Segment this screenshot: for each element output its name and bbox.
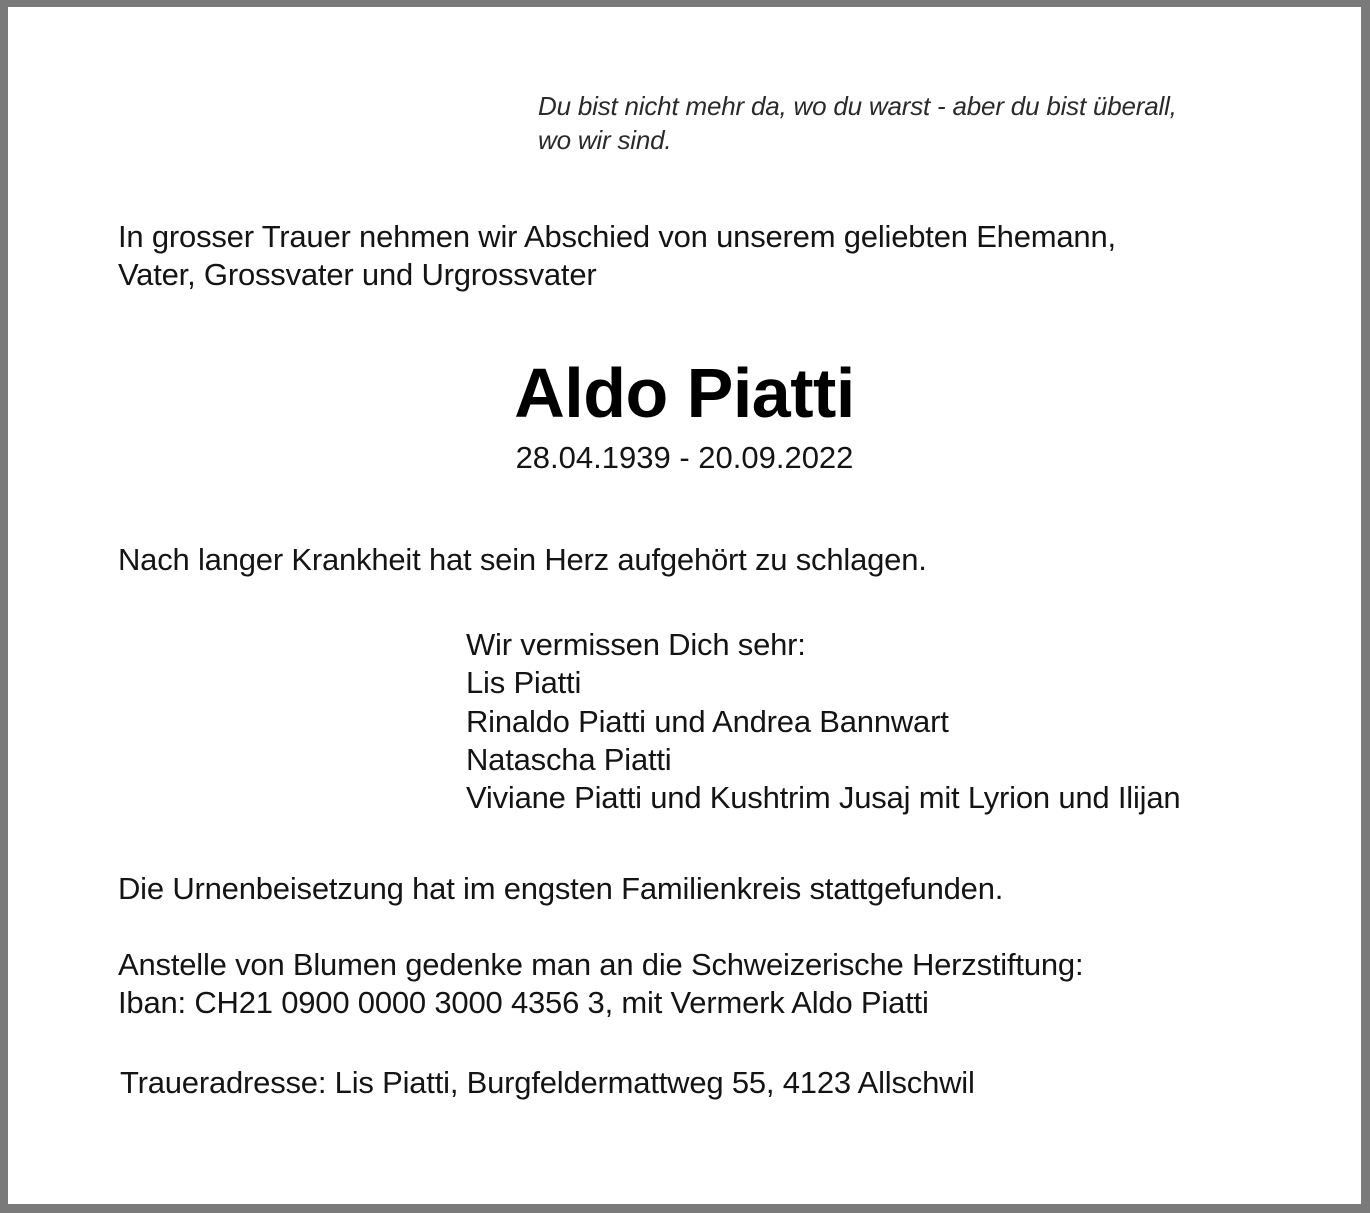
intro-line-2: Vater, Grossvater und Urgrossvater bbox=[118, 257, 597, 292]
life-dates: 28.04.1939 - 20.09.2022 bbox=[515, 440, 854, 475]
family-member: Viviane Piatti und Kushtrim Jusaj mit Lyrion und Ilijan bbox=[466, 780, 1181, 816]
address-line: Traueradresse: Lis Piatti, Burgfeldermattweg 55, 4123 Allschwil bbox=[120, 1065, 975, 1100]
family-member: Lis Piatti bbox=[466, 665, 582, 701]
family-member: Natascha Piatti bbox=[466, 741, 672, 777]
motto-line-1: Du bist nicht mehr da, wo du warst - aber du bist überall, bbox=[538, 91, 1177, 121]
address-text bbox=[120, 1064, 975, 1102]
burial-line: Die Urnenbeisetzung hat im engsten Familienkreis stattgefunden. bbox=[118, 871, 1004, 906]
family-list bbox=[466, 626, 1180, 817]
donation-line-1: Anstelle von Blumen gedenke man an die Schweizerische Herzstiftung: bbox=[118, 947, 1084, 982]
burial-text bbox=[118, 870, 1003, 908]
donation-line-2: Iban: CH21 0900 0000 3000 4356 3, mit Vermerk Aldo Piatti bbox=[118, 985, 929, 1020]
intro-line-1: In grosser Trauer nehmen wir Abschied von unserem geliebten Ehemann, bbox=[118, 219, 1116, 254]
deceased-name: Aldo Piatti bbox=[514, 354, 855, 432]
illness-text bbox=[118, 541, 927, 579]
family-member: Rinaldo Piatti und Andrea Bannwart bbox=[466, 703, 949, 739]
intro-text bbox=[118, 218, 1116, 294]
illness-line: Nach langer Krankheit hat sein Herz aufgehört zu schlagen. bbox=[118, 542, 927, 577]
donation-text bbox=[118, 946, 1083, 1022]
family-heading: Wir vermissen Dich sehr: bbox=[466, 627, 806, 662]
motto-line-2: wo wir sind. bbox=[538, 125, 672, 155]
motto-quote bbox=[538, 89, 1177, 157]
obituary-page bbox=[8, 7, 1361, 1204]
